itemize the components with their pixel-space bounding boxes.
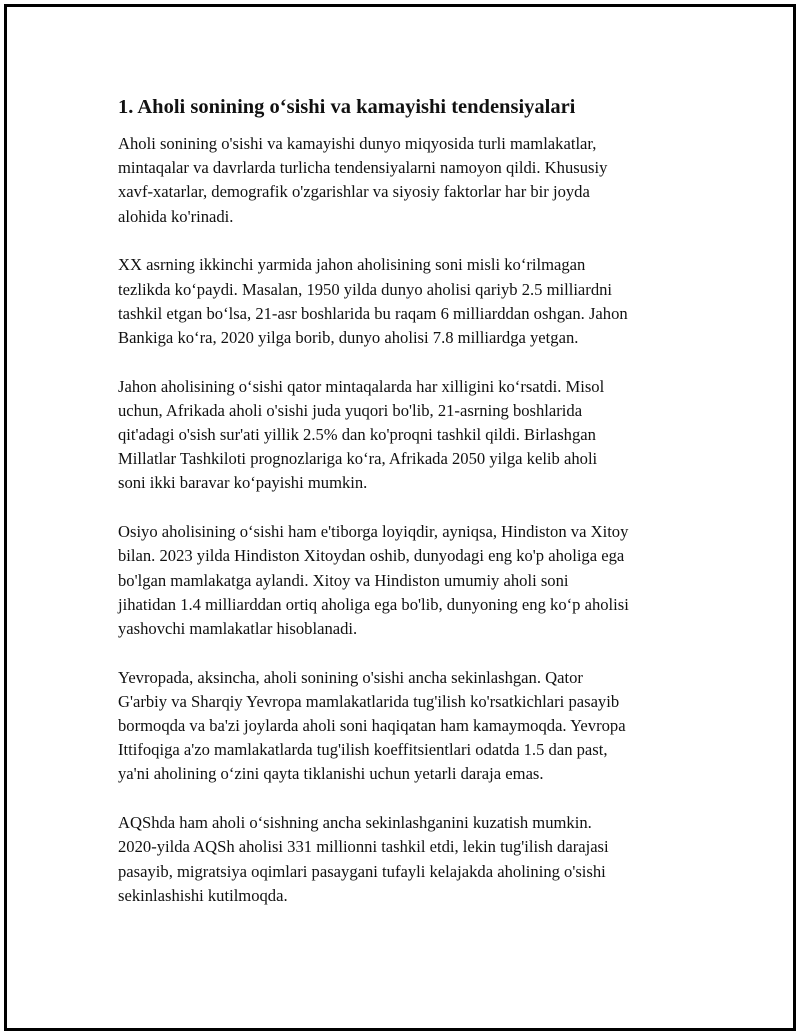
paragraph-line: tashkil etgan bo‘lsa, 21-asr boshlarida bu raqam 6 milliarddan oshgan. Jahon: [118, 303, 628, 323]
paragraph-line: Yevropada, aksincha, aholi sonining o'sishi ancha sekinlashgan. Qator: [118, 667, 583, 687]
paragraph-line: bilan. 2023 yilda Hindiston Xitoydan oshib, dunyodagi eng ko'p aholiga ega: [118, 546, 625, 566]
paragraph-line: alohida ko'rinadi.: [118, 206, 234, 226]
paragraph-3: [118, 375, 688, 496]
paragraph-line: XX asrning ikkinchi yarmida jahon aholisining soni misli ko‘rilmagan: [118, 255, 586, 275]
paragraph-line: mintaqalar va davrlarda turlicha tendensiyalarni namoyon qildi. Khususiy: [118, 158, 608, 178]
paragraph-line: 2020-yilda AQSh aholisi 331 millionni tashkil etdi, lekin tug'ilish darajasi: [118, 837, 609, 857]
paragraph-line: bormoqda va ba'zi joylarda aholi soni haqiqatan ham kamaymoqda. Yevropa: [118, 716, 626, 736]
document-body: [118, 92, 688, 932]
paragraph-line: qit'adagi o'sish sur'ati yillik 2.5% dan ko'proqni tashkil qildi. Birlashgan: [118, 425, 596, 445]
paragraph-line: Jahon aholisining o‘sishi qator mintaqalarda har xilligini ko‘rsatdi. Misol: [118, 376, 605, 396]
section-heading: 1. Aholi sonining o‘sishi va kamayishi tendensiyalari: [118, 96, 576, 118]
paragraph-line: ya'ni aholining o‘zini qayta tiklanishi uchun yetarli daraja emas.: [118, 764, 544, 784]
paragraph-line: tezlikda ko‘paydi. Masalan, 1950 yilda dunyo aholisi qariyb 2.5 milliardni: [118, 279, 613, 299]
paragraph-line: Ittifoqiga a'zo mamlakatlarda tug'ilish koeffitsientlari odatda 1.5 dan past,: [118, 740, 608, 760]
paragraph-line: Aholi sonining o'sishi va kamayishi dunyo miqyosida turli mamlakatlar,: [118, 134, 597, 153]
paragraph-2: [118, 253, 688, 350]
paragraph-line: Millatlar Tashkiloti prognozlariga ko‘ra, Afrikada 2050 yilga kelib aholi: [118, 449, 598, 469]
paragraph-line: xavf-xatarlar, demografik o'zgarishlar va siyosiy faktorlar har bir joyda: [118, 182, 590, 202]
paragraph-line: G'arbiy va Sharqiy Yevropa mamlakatlarida tug'ilish ko'rsatkichlari pasayib: [118, 691, 620, 711]
paragraph-line: jihatidan 1.4 milliarddan ortiq aholiga ega bo'lib, dunyoning eng ko‘p aholisi: [118, 594, 629, 614]
paragraph-4: [118, 520, 688, 641]
paragraph-line: Bankiga ko‘ra, 2020 yilga borib, dunyo aholisi 7.8 milliardga yetgan.: [118, 327, 579, 347]
paragraph-6: [118, 811, 688, 908]
paragraph-line: sekinlashishi kutilmoqda.: [118, 885, 288, 905]
paragraph-line: Osiyo aholisining o‘sishi ham e'tiborga loyiqdir, ayniqsa, Hindiston va Xitoy: [118, 522, 629, 542]
paragraph-1: [118, 132, 688, 229]
paragraph-line: bo'lgan mamlakatga aylandi. Xitoy va Hindiston umumiy aholi soni: [118, 570, 569, 590]
paragraph-line: yashovchi mamlakatlar hisoblanadi.: [118, 618, 358, 638]
paragraph-line: uchun, Afrikada aholi o'sishi juda yuqori bo'lib, 21-asrning boshlarida: [118, 400, 583, 420]
paragraph-5: [118, 666, 688, 787]
paragraph-line: AQShda ham aholi o‘sishning ancha sekinlashganini kuzatish mumkin.: [118, 813, 592, 833]
paragraph-line: pasayib, migratsiya oqimlari pasaygani tufayli kelajakda aholining o'sishi: [118, 861, 606, 881]
paragraph-line: soni ikki baravar ko‘payishi mumkin.: [118, 473, 368, 493]
